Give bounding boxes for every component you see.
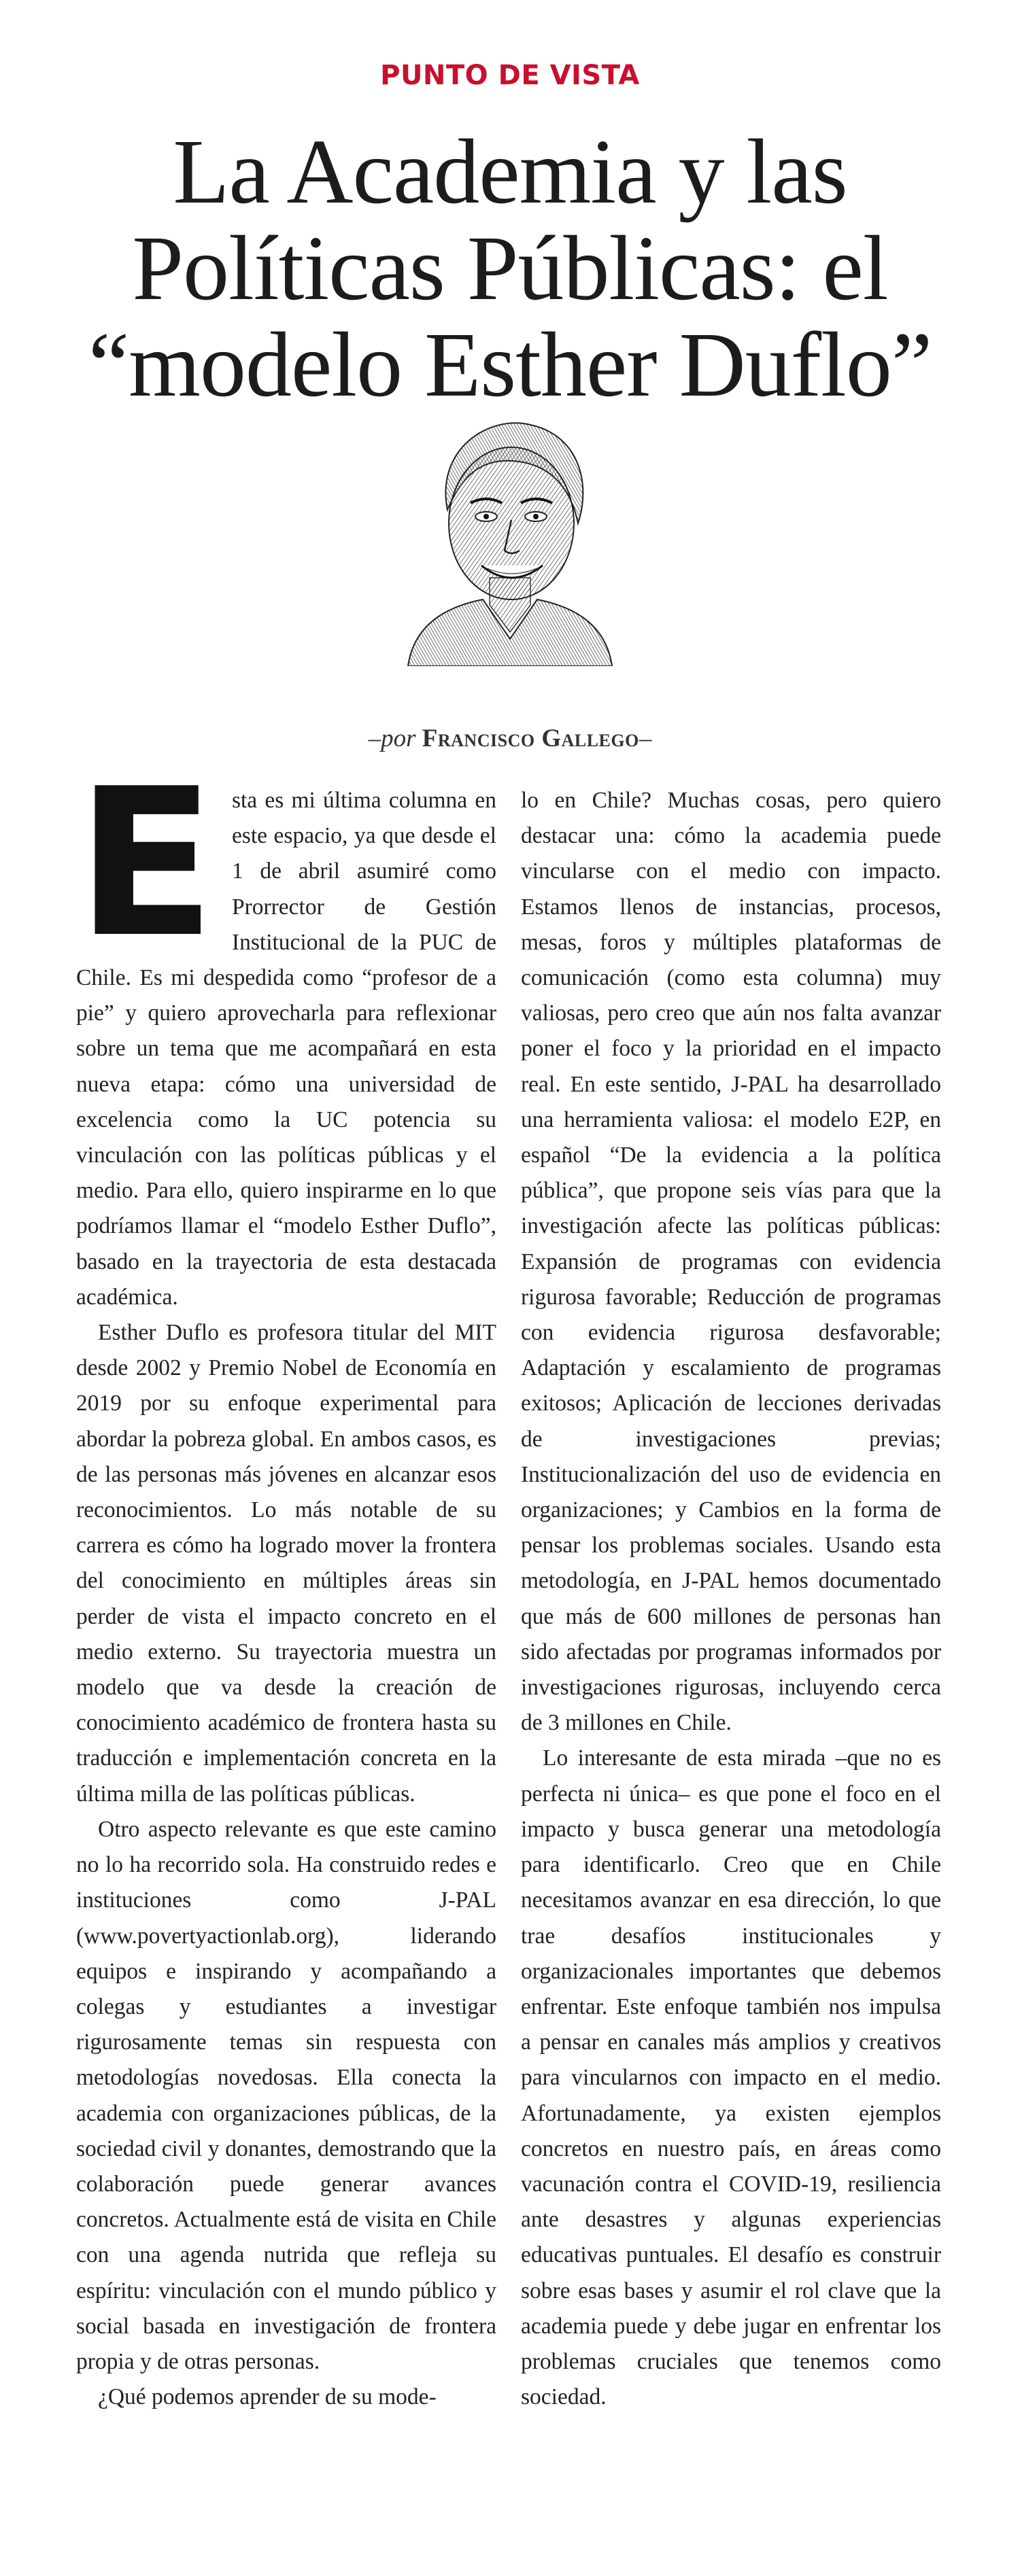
paragraph: lo en Chile? Muchas cosas, pero quiero destacar una: cómo la academia puede vincularse con el medio con impacto. Estamos llenos de instancias, procesos, mesas, foros y múltiples plataformas de comunicación (como esta columna) muy valiosas, pero creo que aún nos falta avanzar poner el foco y la prioridad en el impacto real. En este sentido, J-PAL ha desarrollado una herramienta valiosa: el modelo E2P, en español “De la evidencia a la política pública”, que propone seis vías para que la investigación afecte las políticas públicas: Expansión de programas con evidencia rigurosa favorable; Reducción de programas con evidencia rigurosa desfavorable; Adaptación y escalamiento de programas exitosos; Aplicación de lecciones derivadas de investigaciones previas; Institucionalización del uso de evidencia en organizaciones; y Cambios en la forma de pensar los problemas sociales. Usando esta metodología, en J-PAL hemos documentado que más de 600 millones de personas han sido afectadas por programas informados por investigaciones rigurosas, incluyendo cerca de 3 millones en Chile. xyxy=(521,788,941,1736)
drop-cap: E xyxy=(76,745,216,982)
article-headline xyxy=(41,121,979,416)
paragraph: sta es mi última columna en este espacio, ya que desde el 1 de abril asumiré como Prorrector de Gestión Institucional de la PUC de Chile. Es mi despedida como “profesor de a pie” y quiero aprovecharla para reflexionar sobre un tema que me acompañará en esta nueva etapa: cómo una universidad de excelencia como la UC potencia su vinculación con las políticas públicas y el medio. Para ello, quiero inspirarme en lo que podríamos llamar el “modelo Esther Duflo”, basado en la trayectoria de esta destacada académica. xyxy=(76,788,496,1310)
headline-line-1: La Academia y las xyxy=(173,121,847,223)
headline-line-2: Políticas Públicas: el xyxy=(132,217,888,319)
byline-suffix: – xyxy=(639,725,652,752)
headline-line-3: “modelo Esther Duflo” xyxy=(88,314,932,416)
byline-prefix: –por xyxy=(368,725,416,752)
paragraph: Otro aspecto relevante es que este camino no lo ha recorrido sola. Ha construido redes e instituciones como J-PAL (www.povertyactionlab.org), liderando equipos e inspirando y acompañando a colegas y estudiantes a investigar rigurosamente temas sin respuesta con metodologías novedosas. Ella conecta la academia con organizaciones públicas, de la sociedad civil y donantes, demostrando que la colaboración puede generar avances concretos. Actualmente está de visita en Chile con una agenda nutrida que refleja su espíritu: vinculación con el mundo público y social basada en investigación de frontera propia y de otras personas. xyxy=(76,1816,496,2374)
author-portrait-icon xyxy=(394,408,626,666)
author-name: Francisco Gallego xyxy=(422,725,639,752)
paragraph: Lo interesante de esta mirada –que no es perfecta ni única– es que pone el foco en el impacto y busca generar una metodología para identificarlo. Creo que en Chile necesitamos avanzar en esa dirección, lo que trae desafíos institucionales y organizacionales importantes que debemos enfrentar. Este enfoque también nos impulsa a pensar en canales más amplios y creativos para vincularnos con impacto en el medio. Afortunadamente, ya existen ejemplos concretos en nuestro país, en áreas como vacunación contra el COVID-19, resiliencia ante desastres y algunas experiencias educativas puntuales. El desafío es construir sobre esas bases y asumir el rol clave que la academia puede y debe jugar en enfrentar los problemas cruciales que tenemos como sociedad. xyxy=(521,1745,941,2410)
article-column-left xyxy=(76,745,496,2415)
paragraph: Esther Duflo es profesora titular del MIT desde 2002 y Premio Nobel de Economía en 2019 por su enfoque experimental para abordar la pobreza global. En ambos casos, es de las personas más jóvenes en alcanzar esos reconocimientos. Lo más notable de su carrera es cómo ha logrado mover la frontera del conocimiento en múltiples áreas sin perder de vista el impacto concreto en el medio externo. Su trayectoria muestra un modelo que va desde la creación de conocimiento académico de frontera hasta su traducción e implementación concreta en la última milla de las políticas públicas. xyxy=(76,1320,496,1807)
paragraph: ¿Qué podemos aprender de su mode- xyxy=(98,2384,437,2410)
article-column-right xyxy=(521,783,941,2415)
section-label: PUNTO DE VISTA xyxy=(380,60,640,91)
